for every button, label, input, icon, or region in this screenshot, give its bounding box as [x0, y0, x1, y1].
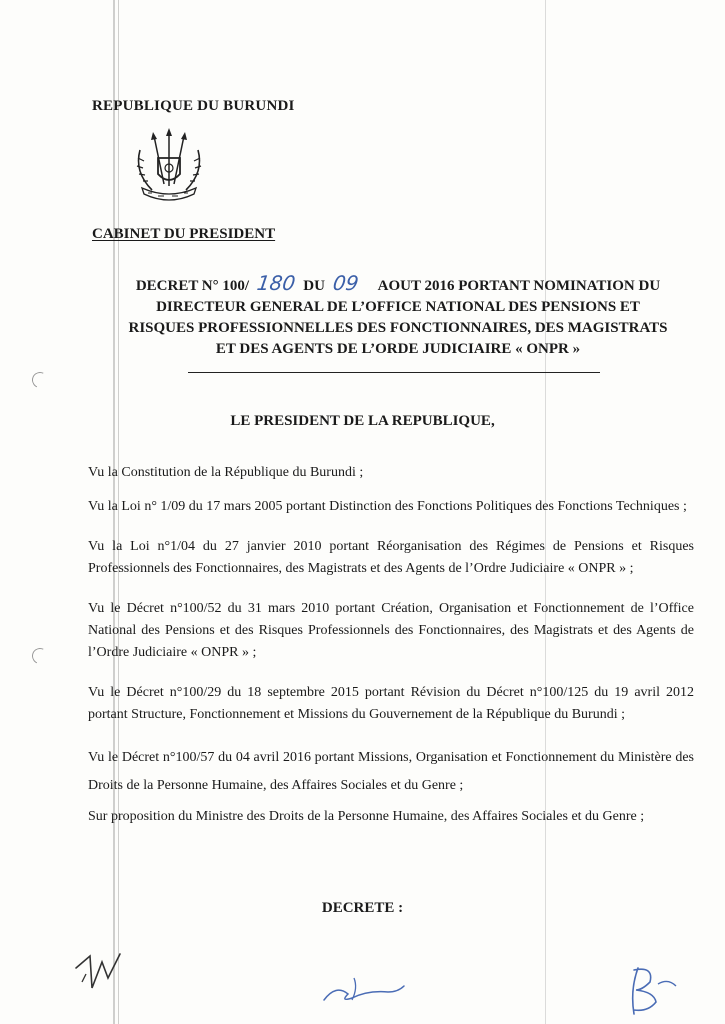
visa-paragraph: Vu le Décret n°100/52 du 31 mars 2010 portant Création, Organisation et Fonctionnement de l’Office National des Pensions et des Risques Professionnels des Fonctionnaires, des Magistrats et des Agents de l’Ordre Judiciaire « ONPR » ;	[88, 601, 694, 660]
punch-hole-mark	[30, 646, 51, 667]
republic-heading: REPUBLIQUE DU BURUNDI	[92, 98, 295, 114]
visa-paragraph: Vu la Loi n° 1/09 du 17 mars 2005 portant Distinction des Fonctions Politiques des Fonctions Techniques ;	[88, 499, 687, 514]
president-heading: LE PRESIDENT DE LA REPUBLIQUE,	[230, 413, 495, 429]
decree-title-line-3: RISQUES PROFESSIONNELLES DES FONCTIONNAIRES, DES MAGISTRATS	[128, 320, 668, 336]
visa-paragraph: Sur proposition du Ministre des Droits de la Personne Humaine, des Affaires Sociales et du Genre ;	[88, 809, 645, 824]
visa-paragraph: Vu le Décret n°100/57 du 04 avril 2016 portant Missions, Organisation et Fonctionnement du Ministère des Droits de la Personne Humaine, des Affaires Sociales et du Genre ;	[88, 750, 694, 793]
visa-paragraph: Vu la Constitution de la République du Burundi ;	[88, 465, 364, 480]
decrete-heading: DECRETE :	[321, 900, 404, 916]
decree-title	[88, 273, 708, 360]
handwritten-initials-left	[72, 948, 128, 998]
visa-paragraph: Vu le Décret n°100/29 du 18 septembre 2015 portant Révision du Décret n°100/125 du 19 avril 2012 portant Structure, Fonctionnement et Missions du Gouvernement de la République du Burundi ;	[88, 685, 694, 722]
visa-paragraph: Vu la Loi n°1/04 du 27 janvier 2010 portant Réorganisation des Régimes de Pensions et Risques Professionnels des Fonctionnaires, des Magistrats et des Agents de l’Ordre Judiciaire « ONPR » ;	[88, 539, 694, 576]
handwritten-decree-number: 180	[255, 271, 298, 295]
decree-title-rest: AOUT 2016 PORTANT NOMINATION DU	[377, 278, 661, 294]
decree-title-line-1	[88, 273, 708, 297]
decree-title-line-2: DIRECTEUR GENERAL DE L’OFFICE NATIONAL DES PENSIONS ET	[156, 299, 640, 315]
cabinet-heading: CABINET DU PRESIDENT	[92, 226, 276, 242]
burundi-coat-of-arms-icon	[128, 128, 210, 208]
visas-list	[88, 462, 694, 840]
decree-number-prefix: DECRET N° 100/	[135, 278, 250, 294]
handwritten-decree-day: 09	[331, 271, 361, 295]
decree-du: DU	[303, 278, 325, 294]
punch-hole-mark	[30, 370, 51, 391]
handwritten-initials-right	[620, 960, 680, 1020]
handwritten-paraph-center	[318, 970, 408, 1010]
title-divider	[188, 372, 600, 373]
decree-title-line-4: ET DES AGENTS DE L’ORDE JUDICIAIRE « ONPR »	[215, 341, 581, 357]
